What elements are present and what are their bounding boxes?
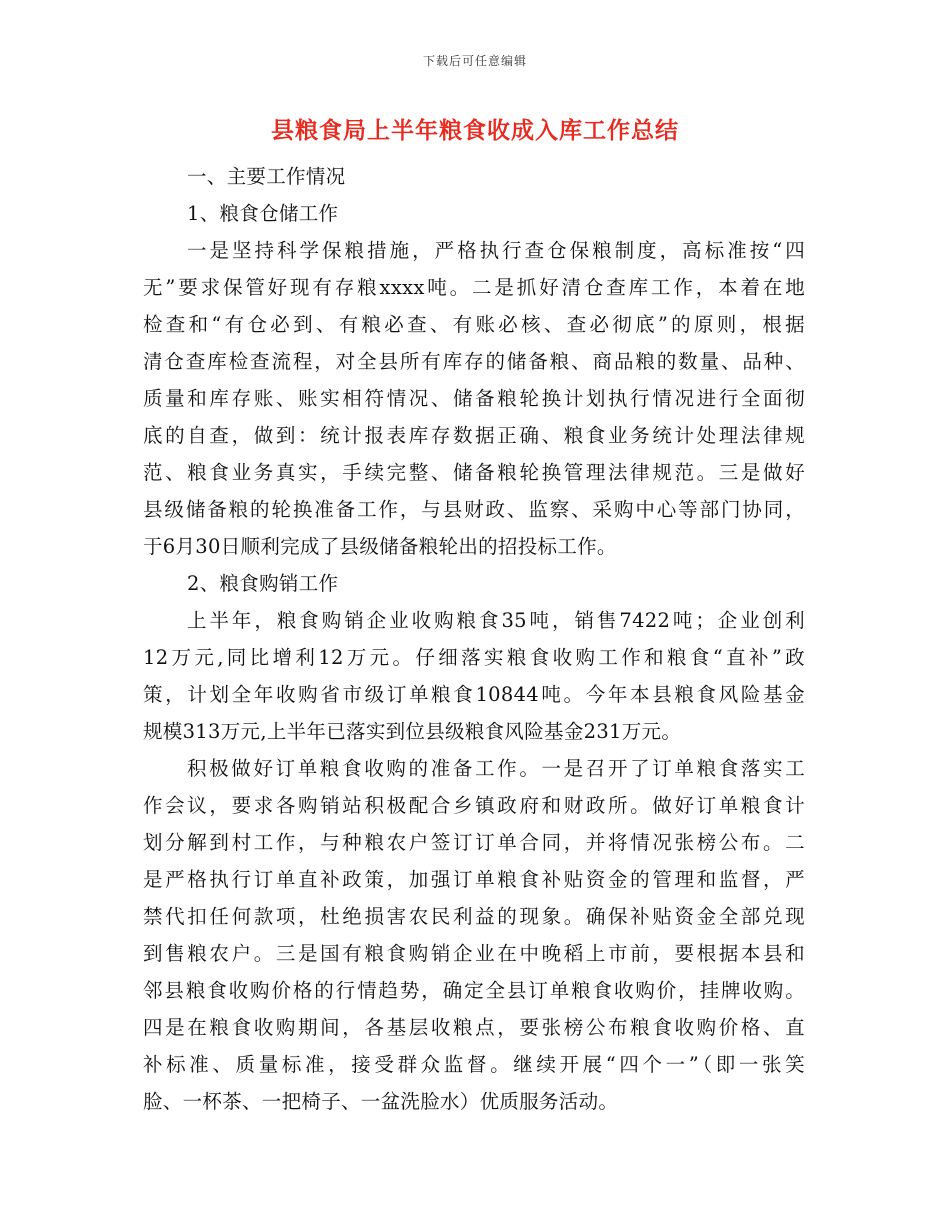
paragraph-line: 清仓查库检查流程，对全县所有库存的储备粮、商品粮的数量、品种、 [143,350,805,373]
paragraph-line: 补标准、质量标准，接受群众监督。继续开展“四个一”（即一张笑 [143,1053,805,1076]
paragraph-line: 底的自查，做到：统计报表库存数据正确、粮食业务统计处理法律规 [143,424,805,447]
section-heading: 一、主要工作情况 [187,165,346,188]
paragraph-line: 四是在粮食收购期间，各基层收粮点，要张榜公布粮食收购价格、直 [143,1016,805,1039]
paragraph-line: 到售粮农户。三是国有粮食购销企业在中晚稻上市前，要根据本县和 [143,942,805,965]
paragraph-line: 禁代扣任何款项，杜绝损害农民利益的现象。确保补贴资金全部兑现 [143,905,805,928]
paragraph-line: 于6月30日顺利完成了县级储备粮轮出的招投标工作。 [143,535,617,558]
paragraph-line: 积极做好订单粮食收购的准备工作。一是召开了订单粮食落实工 [187,757,805,780]
paragraph-line: 脸、一杯茶、一把椅子、一盆洗脸水）优质服务活动。 [143,1090,619,1113]
paragraph-line: 12万元,同比增利12万元。仔细落实粮食收购工作和粮食“直补”政 [143,646,805,669]
paragraph-line: 邻县粮食收购价格的行情趋势，确定全县订单粮食收购价，挂牌收购。 [143,979,805,1002]
paragraph-line: 无”要求保管好现有存粮xxxx吨。二是抓好清仓查库工作，本着在地 [143,276,805,299]
paragraph-line: 范、粮食业务真实，手续完整、储备粮轮换管理法律规范。三是做好 [143,461,805,484]
paragraph-line: 检查和“有仓必到、有粮必查、有账必核、查必彻底”的原则，根据 [143,313,805,336]
page-header-note: 下载后可任意编辑 [422,54,527,68]
paragraph-line: 规模313万元,上半年已落实到位县级粮食风险基金231万元。 [143,720,682,743]
paragraph-line: 策，计划全年收购省市级订单粮食10844吨。今年本县粮食风险基金 [143,683,805,706]
paragraph-line: 划分解到村工作，与种粮农户签订订单合同，并将情况张榜公布。二 [143,831,805,854]
document-body [143,158,805,1120]
subsection-heading: 1、粮食仓储工作 [187,202,339,225]
paragraph-line: 上半年，粮食购销企业收购粮食35吨，销售7422吨；企业创利 [187,609,805,632]
paragraph-line: 一是坚持科学保粮措施，严格执行查仓保粮制度，高标准按“四 [187,239,805,262]
paragraph-line: 县级储备粮的轮换准备工作，与县财政、监察、采购中心等部门协同， [143,498,805,521]
document-title: 县粮食局上半年粮食收成入库工作总结 [271,118,679,144]
paragraph-line: 质量和库存账、账实相符情况、储备粮轮换计划执行情况进行全面彻 [143,387,805,410]
paragraph-line: 是严格执行订单直补政策，加强订单粮食补贴资金的管理和监督，严 [143,868,805,891]
subsection-heading: 2、粮食购销工作 [187,572,339,595]
paragraph-line: 作会议，要求各购销站积极配合乡镇政府和财政所。做好订单粮食计 [143,794,805,817]
